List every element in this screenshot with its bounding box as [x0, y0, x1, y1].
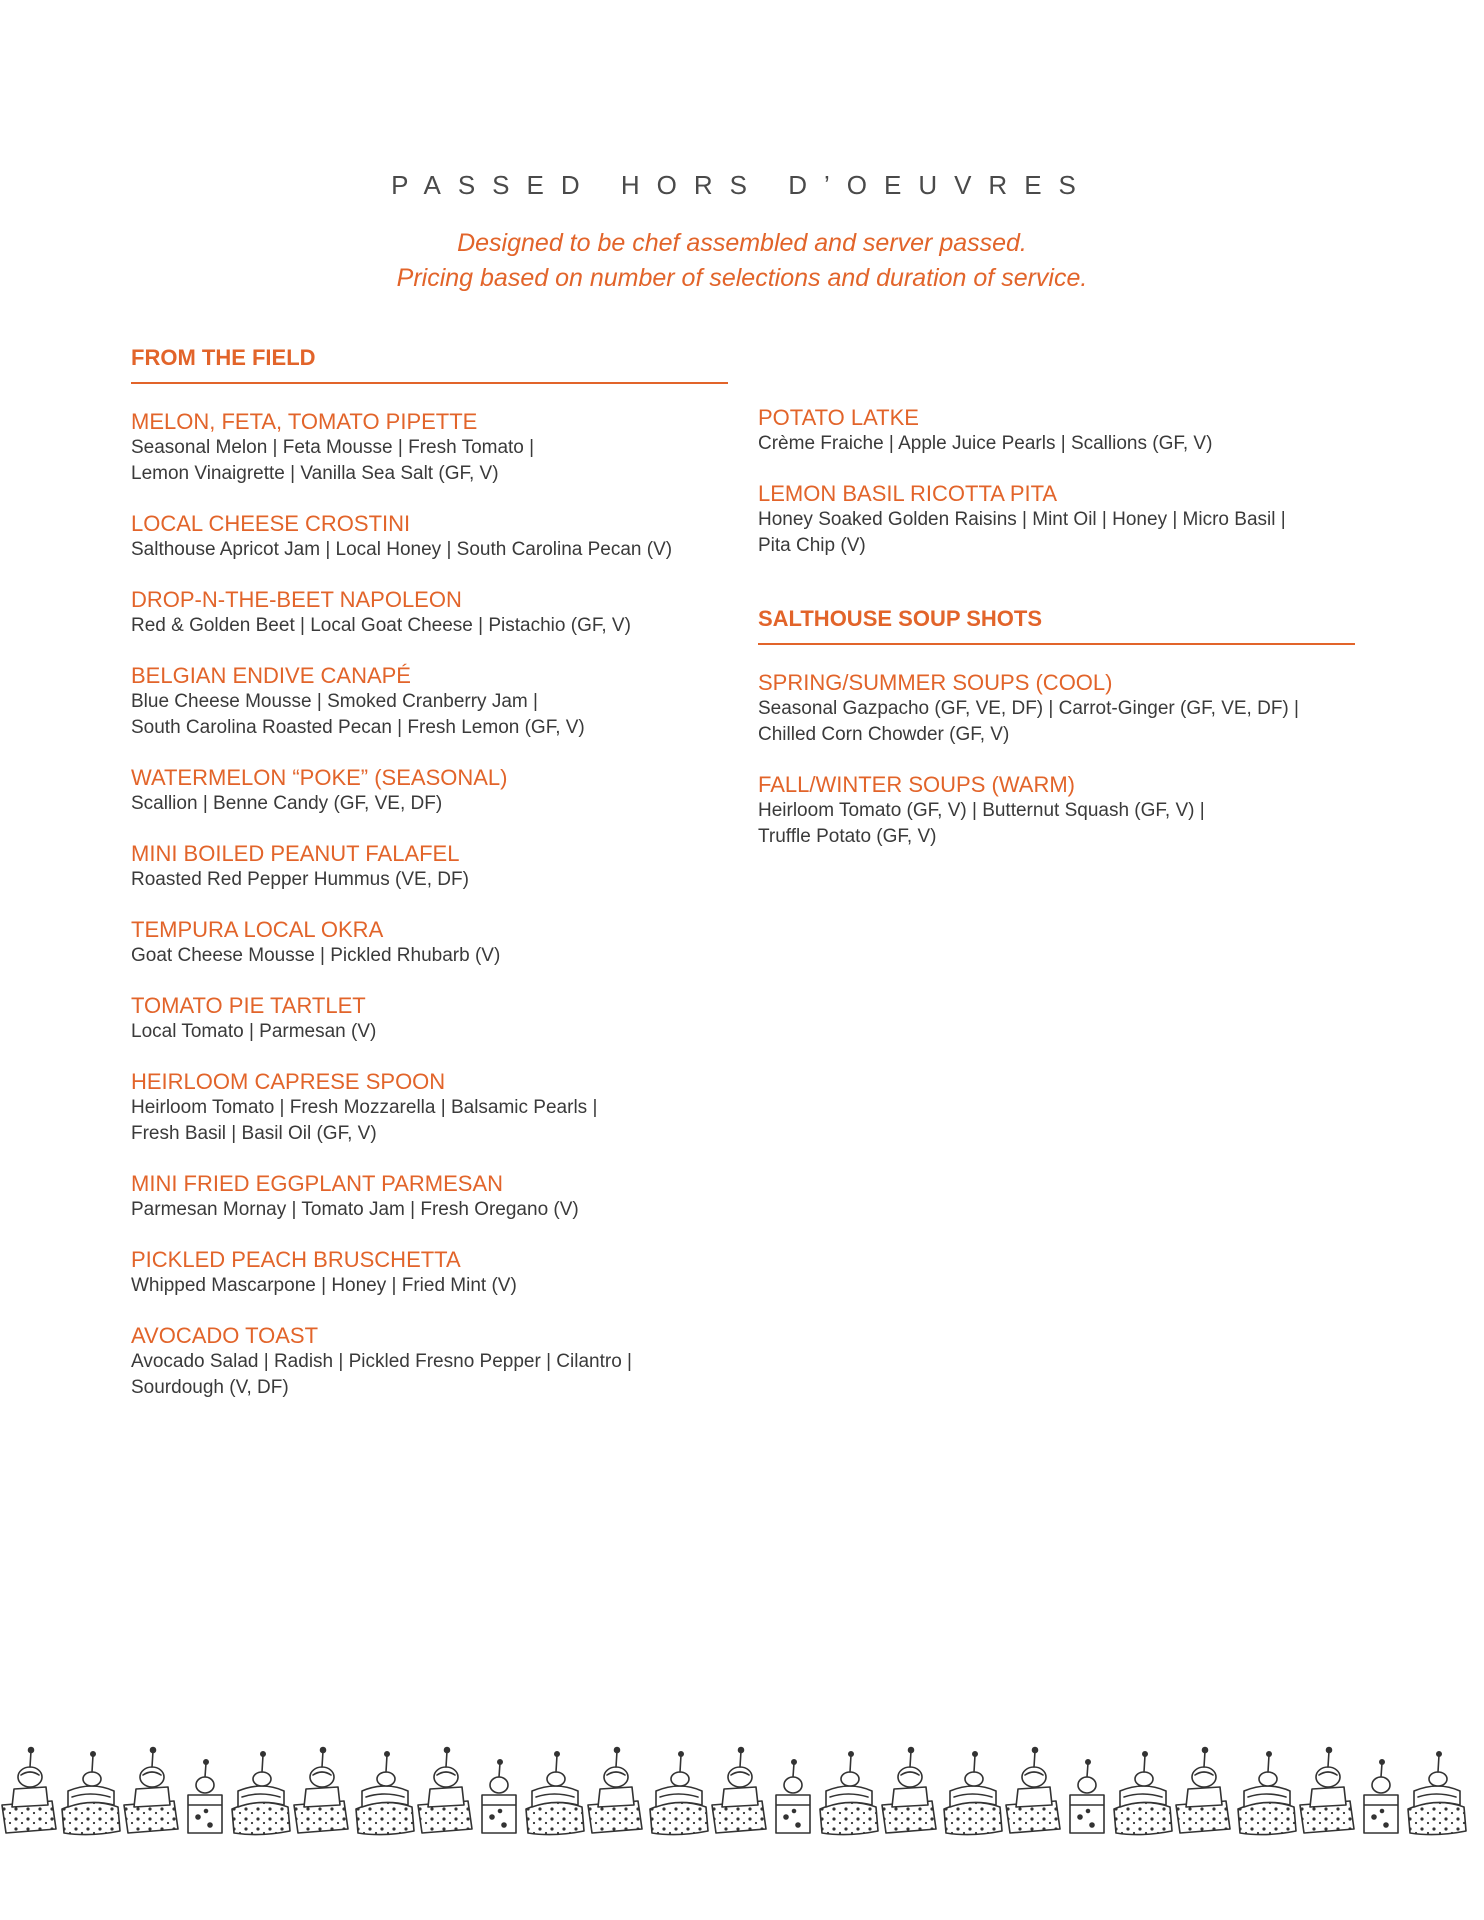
menu-item-name: POTATO LATKE: [758, 405, 919, 430]
left-column: [131, 344, 731, 1424]
menu-item-description: Seasonal Gazpacho (GF, VE, DF) | Carrot-Ginger (GF, VE, DF) | Chilled Corn Chowder (GF, V): [758, 698, 1299, 745]
menu-item: [758, 404, 1358, 457]
menu-item: [758, 480, 1358, 559]
menu-item-description: Heirloom Tomato (GF, V) | Butternut Squash (GF, V) | Truffle Potato (GF, V): [758, 800, 1205, 847]
menu-item-description: Red & Golden Beet | Local Goat Cheese | Pistachio (GF, V): [131, 615, 631, 636]
menu-item-name: PICKLED PEACH BRUSCHETTA: [131, 1247, 461, 1272]
menu-item-description: Blue Cheese Mousse | Smoked Cranberry Jam | South Carolina Roasted Pecan | Fresh Lemon (GF, V): [131, 691, 585, 738]
menu-item: [758, 771, 1358, 850]
menu-item-name: MINI BOILED PEANUT FALAFEL: [131, 841, 460, 866]
menu-item: [131, 662, 731, 741]
menu-item: [131, 1170, 731, 1223]
menu-item: [131, 586, 731, 639]
menu-item-name: DROP-N-THE-BEET NAPOLEON: [131, 587, 462, 612]
tagline-line-1: Designed to be chef assembled and server passed.: [457, 229, 1027, 257]
section-divider: [131, 382, 728, 384]
menu-item-description: Goat Cheese Mousse | Pickled Rhubarb (V): [131, 945, 501, 966]
page-title: PASSED HORS D’OEUVRES: [391, 170, 1093, 200]
menu-item-name: TOMATO PIE TARTLET: [131, 993, 366, 1018]
menu-item-description: Roasted Red Pepper Hummus (VE, DF): [131, 869, 469, 890]
menu-item: [131, 1246, 731, 1299]
menu-item-name: WATERMELON “POKE” (SEASONAL): [131, 765, 508, 790]
menu-item-name: LOCAL CHEESE CROSTINI: [131, 511, 411, 536]
menu-item: [131, 510, 731, 563]
menu-item-name: MELON, FETA, TOMATO PIPETTE: [131, 409, 478, 434]
menu-item: [758, 669, 1358, 748]
hors-doeuvres-illustration-border: [0, 1735, 1484, 1845]
menu-item-description: Whipped Mascarpone | Honey | Fried Mint (V): [131, 1275, 517, 1296]
menu-item-description: Salthouse Apricot Jam | Local Honey | South Carolina Pecan (V): [131, 539, 673, 560]
menu-item: [131, 764, 731, 817]
menu-item-description: Crème Fraiche | Apple Juice Pearls | Scallions (GF, V): [758, 433, 1213, 454]
section-title-from-the-field: FROM THE FIELD: [131, 345, 316, 370]
menu-item-description: Parmesan Mornay | Tomato Jam | Fresh Oregano (V): [131, 1199, 579, 1220]
menu-item: [131, 1322, 731, 1401]
tagline-line-2: Pricing based on number of selections and duration of service.: [396, 264, 1088, 292]
right-column: [758, 404, 1358, 873]
menu-item-description: Honey Soaked Golden Raisins | Mint Oil | Honey | Micro Basil | Pita Chip (V): [758, 509, 1286, 556]
section-title-salthouse-soup-shots: SALTHOUSE SOUP SHOTS: [758, 606, 1043, 631]
menu-item-name: TEMPURA LOCAL OKRA: [131, 917, 384, 942]
menu-item-name: SPRING/SUMMER SOUPS (COOL): [758, 670, 1113, 695]
menu-item-description: Local Tomato | Parmesan (V): [131, 1021, 377, 1042]
menu-item-description: Avocado Salad | Radish | Pickled Fresno Pepper | Cilantro | Sourdough (V, DF): [131, 1351, 632, 1398]
menu-item-name: AVOCADO TOAST: [131, 1323, 319, 1348]
menu-item: [131, 916, 731, 969]
menu-item: [131, 992, 731, 1045]
menu-item-description: Heirloom Tomato | Fresh Mozzarella | Balsamic Pearls | Fresh Basil | Basil Oil (GF, V): [131, 1097, 598, 1144]
menu-item-description: Scallion | Benne Candy (GF, VE, DF): [131, 793, 443, 814]
section-divider: [758, 643, 1355, 645]
menu-item: [131, 840, 731, 893]
menu-item-name: FALL/WINTER SOUPS (WARM): [758, 772, 1075, 797]
menu-item-name: BELGIAN ENDIVE CANAPÉ: [131, 663, 411, 688]
menu-item-name: MINI FRIED EGGPLANT PARMESAN: [131, 1171, 504, 1196]
menu-item-description: Seasonal Melon | Feta Mousse | Fresh Tomato | Lemon Vinaigrette | Vanilla Sea Salt (GF, V): [131, 437, 535, 484]
menu-item-name: HEIRLOOM CAPRESE SPOON: [131, 1069, 446, 1094]
menu-item: [131, 1068, 731, 1147]
soup-section: [758, 605, 1358, 850]
menu-item-name: LEMON BASIL RICOTTA PITA: [758, 481, 1058, 506]
menu-item: [131, 408, 731, 487]
